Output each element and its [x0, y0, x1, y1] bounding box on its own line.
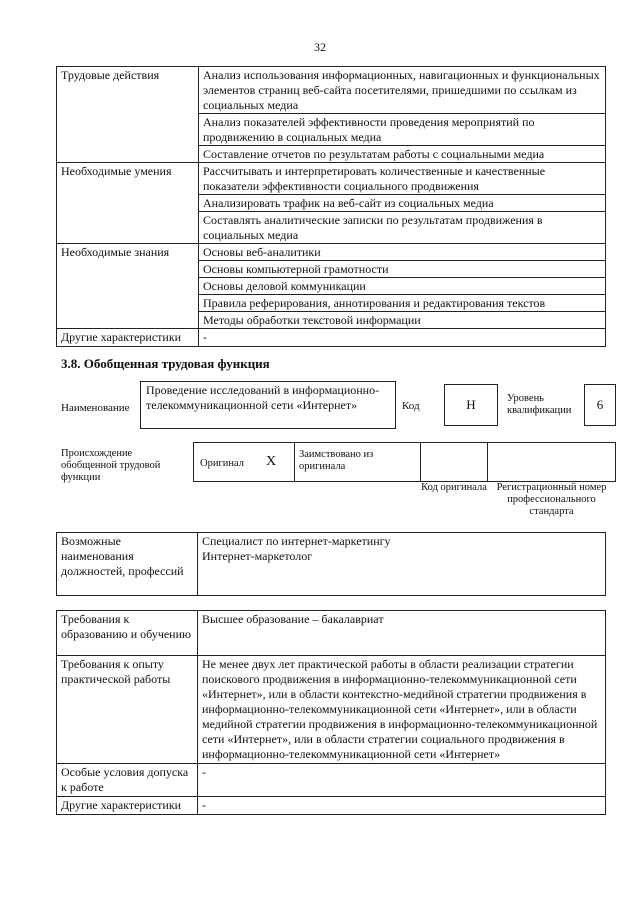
- positions-cell: [198, 533, 606, 596]
- code-original-caption: Код оригинала: [421, 482, 487, 493]
- row-label-knowledge: Необходимые знания: [57, 244, 199, 329]
- table-cell: Анализ использования информационных, навигационных и функциональных элементов страниц веб-сайта посетителями, пришедшими по ссылкам из социальных медиа: [199, 67, 606, 114]
- row-label-skills: Необходимые умения: [57, 163, 199, 244]
- table-row: [57, 244, 606, 261]
- labor-functions-table: [56, 66, 606, 347]
- table-cell: -: [199, 329, 606, 347]
- table-row: [57, 764, 606, 797]
- requirements-table: [56, 610, 606, 815]
- page-number: 32: [314, 40, 326, 54]
- table-cell: Основы компьютерной грамотности: [199, 261, 606, 278]
- position-item: Специалист по интернет-маркетингу: [202, 534, 391, 548]
- original-cell: [193, 442, 295, 482]
- table-row: [57, 329, 606, 347]
- position-item: Интернет-маркетолог: [202, 549, 313, 563]
- table-row: [57, 67, 606, 114]
- table-cell: Анализировать трафик на веб-сайт из социальных медиа: [199, 195, 606, 212]
- table-row: [57, 533, 606, 596]
- code-label: Код: [402, 400, 420, 412]
- level-label: Уровень квалификации: [507, 393, 572, 416]
- name-label: Наименование: [61, 402, 130, 414]
- requirement-value: Не менее двух лет практической работы в области реализации стратегии поискового продвижения в информационно-телекоммуникационной сети «Интернет», или в области контекстно-медийной стратегии продвижения в информационно-телекоммуникационной сети «Интернет», или в области медийной стратегии продвижения в информационно-телекоммуникационной сети «Интернет», или в области стратегии социального продвижения в информационно-телекоммуникационной сети «Интернет»: [198, 656, 606, 764]
- table-cell: Методы обработки текстовой информации: [199, 312, 606, 329]
- original-mark: X: [266, 454, 277, 469]
- table-cell: Основы деловой коммуникации: [199, 278, 606, 295]
- requirement-value: -: [198, 764, 606, 797]
- table-cell: Составлять аналитические записки по результатам продвижения в социальных медиа: [199, 212, 606, 244]
- positions-table: [56, 532, 606, 596]
- reg-number-caption: Регистрационный номер профессионального стандарта: [496, 482, 607, 517]
- section-title: 3.8. Обобщенная трудовая функция: [61, 356, 270, 371]
- requirement-label: Другие характеристики: [57, 797, 198, 815]
- origin-label: Происхождение обобщенной трудовой функции: [61, 448, 161, 483]
- table-cell: Правила реферирования, аннотирования и редактирования текстов: [199, 295, 606, 312]
- requirement-label: Требования к образованию и обучению: [57, 611, 198, 656]
- code-value-box: H: [444, 384, 498, 426]
- requirement-value: Высшее образование – бакалавриат: [198, 611, 606, 656]
- code-original-cell: [420, 442, 488, 482]
- table-row: [57, 656, 606, 764]
- row-label-actions: Трудовые действия: [57, 67, 199, 163]
- original-label: Оригинал: [200, 458, 244, 469]
- table-row: [57, 797, 606, 815]
- level-value-box: 6: [584, 384, 616, 426]
- table-cell: Основы веб-аналитики: [199, 244, 606, 261]
- table-cell: Рассчитывать и интерпретировать количественные и качественные показатели эффективности социального продвижения: [199, 163, 606, 195]
- borrowed-cell: Заимствовано из оригинала: [294, 442, 421, 482]
- reg-number-cell: [487, 442, 616, 482]
- table-cell: Анализ показателей эффективности проведения мероприятий по продвижению в социальных медиа: [199, 114, 606, 146]
- function-name-box: Проведение исследований в информационно-телекоммуникационной сети «Интернет»: [140, 381, 396, 429]
- table-row: [57, 611, 606, 656]
- requirement-label: Требования к опыту практической работы: [57, 656, 198, 764]
- row-label-other: Другие характеристики: [57, 329, 199, 347]
- requirement-value: -: [198, 797, 606, 815]
- table-cell: Составление отчетов по результатам работы с социальными медиа: [199, 146, 606, 163]
- requirement-label: Особые условия допуска к работе: [57, 764, 198, 797]
- positions-label: Возможные наименования должностей, профессий: [57, 533, 198, 596]
- table-row: [57, 163, 606, 195]
